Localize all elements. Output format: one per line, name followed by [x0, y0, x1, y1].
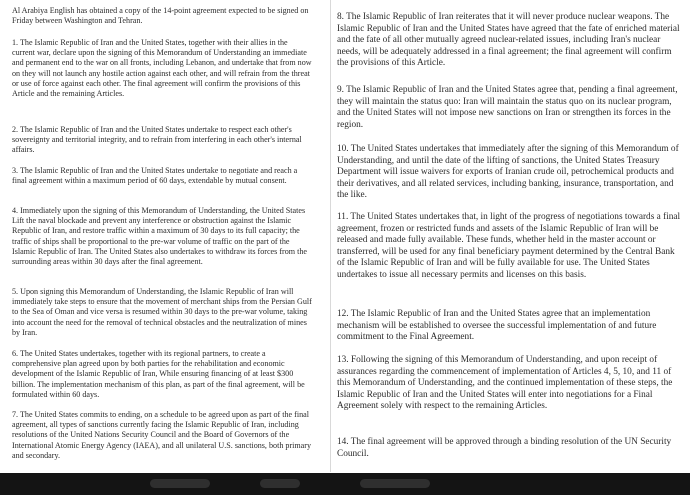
article-5: 5. Upon signing this Memorandum of Understanding, the Islamic Republic of Iran will immediately take steps to ensure that the movement of merchant ships from the Persian Gulf to the Sea of Oman and vice versa is resumed within 30 days to the pre-war volume, taking into account the need for the removal of technical obstacles and the neutralization of mines by Iran. [12, 287, 312, 337]
article-12: 12. The Islamic Republic of Iran and the United States agree that an implementation mechanism will be established to oversee the successful implementation of and future commitment to the Final Agreement. [337, 309, 657, 343]
article-10: 10. The United States undertakes that immediately after the signing of this Memorandum of Understanding, and until the date of the lifting of sanctions, the United States Treasury Department will issue waivers for exports of Iranian crude oil, petrochemical products and their derivatives, and all related services, including banking, insurance, transportation, and the like. [337, 144, 679, 201]
intro-text: Al Arabiya English has obtained a copy of the 14-point agreement expected to be signed on Friday between Washington and Tehran. [12, 6, 309, 26]
article-3: 3. The Islamic Republic of Iran and the United States undertake to negotiate and reach a final agreement within a maximum period of 60 days, extendable by mutual consent. [12, 166, 298, 186]
glare-shape [150, 479, 210, 488]
article-11: 11. The United States undertakes that, in light of the progress of negotiations towards a final agreement, frozen or restricted funds and assets of the Islamic Republic of Iran will be released and made fully available. These funds, whether held in the master account or transferred, will be used for any final beneficiary payment determined by the Central Bank of the Islamic Republic of Iran and will be fully available for use. The United States undertakes to issue all necessary permits and licenses on this basis. [337, 212, 681, 280]
article-13: 13. Following the signing of this Memorandum of Understanding, and upon receipt of assurances regarding the commencement of implementation of Articles 4, 5, 10, and 11 of this Memorandum of Understanding, and the continued implementation of these steps, the Islamic Republic of Iran and the United States will enter into negotiations for a Final Agreement solely with respect to the remaining Articles. [337, 355, 673, 412]
article-14: 14. The final agreement will be approved through a binding resolution of the UN Security Council. [337, 437, 672, 459]
article-7: 7. The United States commits to ending, on a schedule to be agreed upon as part of the final agreement, all types of sanctions currently facing the Islamic Republic of Iran, including resolutions of the United Nations Security Council and the Board of Governors of the International Atomic Energy Agency (IAEA), and all unilateral U.S. sanctions, both primary and secondary. [12, 410, 312, 460]
glare-shape [360, 479, 430, 488]
article-4: 4. Immediately upon the signing of this Memorandum of Understanding, the United States Lift the naval blockade and prevent any interference or obstruction against the Islamic Republic of Iran, and restore traffic within a maximum of 30 days to its full capacity; the traffic of ships shall be proportional to the pre-war volume of traffic on the part of the Islamic Republic of Iran. The United States also undertakes to withdraw its forces from the surrounding areas within 30 days after the final agreement. [12, 206, 307, 267]
article-6: 6. The United States undertakes, together with its regional partners, to create a comprehensive plan agreed upon by both parties for the rehabilitation and economic development of the Islamic Republic of Iran, While ensuring financing of at least $300 billion. The implementation mechanism of this plan, as part of the final agreement, will be formulated within 60 days. [12, 349, 305, 399]
glare-shape [260, 479, 300, 488]
dark-bottom-strip [0, 473, 690, 495]
article-1: 1. The Islamic Republic of Iran and the United States, together with their allies in the current war, declare upon the signing of this Memorandum of Understanding an immediate and permanent end to the war on all fronts, including Lebanon, and undertake that from now on they will not launch any hostile action against each other, and will refrain from the threat or use of force against each other. The final agreement will confirm the provisions of this Article and the remaining Articles. [12, 38, 312, 99]
column-divider [330, 0, 331, 472]
article-8: 8. The Islamic Republic of Iran reiterates that it will never produce nuclear weapons. The Islamic Republic of Iran and the United States have agreed that the fate of enriched material and the fate of all other mutually agreed nuclear-related issues, including Iran's nuclear needs, will be adequately addressed in a final agreement; the final agreement will confirm the provisions of this Article. [337, 12, 680, 69]
article-9: 9. The Islamic Republic of Iran and the United States agree that, pending a final agreement, they will maintain the status quo: Iran will maintain the status quo on its nuclear program, and the United States will not impose new sanctions on Iran or strengthen its forces in the region. [337, 85, 678, 130]
article-2: 2. The Islamic Republic of Iran and the United States undertake to respect each other's sovereignty and territorial integrity, and to refrain from interfering in each other's internal affairs. [12, 125, 302, 155]
